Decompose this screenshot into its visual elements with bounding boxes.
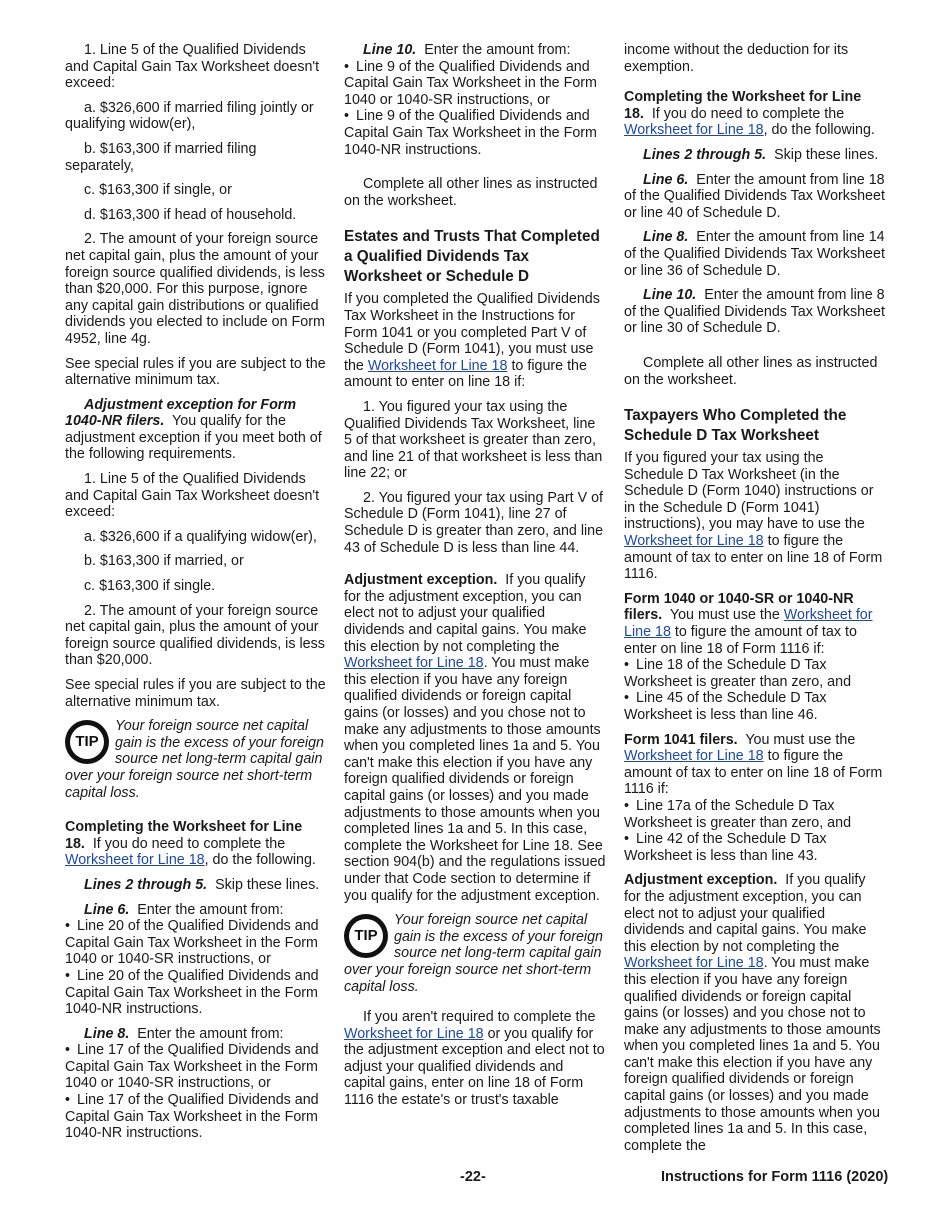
paragraph: Line 8. Enter the amount from: (84, 1025, 284, 1042)
paragraph: See special rules if you are subject to the alternative minimum tax. (65, 355, 326, 389)
bullet-item: • Line 17a of the Schedule D Tax Worksheet is greater than zero, and (624, 797, 852, 831)
section-heading: Taxpayers Who Completed the Schedule D Tax Worksheet (624, 407, 847, 445)
document-title: Instructions for Form 1116 (2020) (661, 1169, 889, 1185)
tip-icon: TIP (65, 720, 109, 764)
paragraph: 2. The amount of your foreign source net capital gain, plus the amount of your foreign source qualified dividends, is less than $20,000. (65, 602, 325, 669)
paragraph: See special rules if you are subject to the alternative minimum tax. (65, 677, 326, 710)
paragraph: c. $163,300 if single. (84, 578, 216, 595)
bullet-item: • Line 20 of the Qualified Dividends and Capital Gain Tax Worksheet in the Form 1040 or 1040-SR instructions, or (65, 918, 319, 968)
bullet-item: • Line 17 of the Qualified Dividends and Capital Gain Tax Worksheet in the Form 1040 or 1040-SR instructions, or (65, 1042, 319, 1092)
worksheet-link[interactable]: Worksheet for Line 18 (344, 655, 484, 672)
bullet-item: • Line 42 of the Schedule D Tax Worksheet is less than line 43. (624, 831, 827, 864)
paragraph (65, 397, 327, 463)
section-heading: Completing the Worksheet for Line 18. If you do need to complete the Worksheet for Line 18, do the following. (65, 819, 316, 869)
paragraph: Line 6. Enter the amount from line 18 of the Qualified Dividends Tax Worksheet or line 40 of Schedule D. (624, 171, 885, 221)
worksheet-link[interactable]: Worksheet for Line 18 (65, 852, 205, 869)
paragraph: 2. You figured your tax using Part V of Schedule D (Form 1041), line 27 of Schedule D is greater than zero, and line 43 of Schedule D is less than line 44. (344, 489, 604, 556)
section-heading: Completing the Worksheet for Line 18. If you do need to complete the Worksheet for Line 18, do the following. (624, 89, 875, 139)
tip-text: Your foreign source net capital gain is the excess of your foreign source net long-term capital gain over your foreign source net short-term capital loss. (65, 718, 325, 801)
bullet-item: • Line 45 of the Schedule D Tax Worksheet is less than line 46. (624, 690, 827, 723)
paragraph: If you aren't required to complete the Worksheet for Line 18 or you qualify for the adjustment exception and elect not to adjust your qualified dividends and capital gains, enter on line 18 of Form 1116 the estate's or trust's taxable (344, 1009, 605, 1109)
worksheet-link[interactable]: Worksheet for Line 18 (367, 357, 508, 374)
paragraph: Form 1040 or 1040-SR or 1040-NR filers. You must use the Worksheet for Line 18 to figure the amount of tax to enter on line 18 of Form 1116 if: (624, 590, 873, 657)
worksheet-link[interactable]: Worksheet for Line 18 (624, 955, 764, 972)
paragraph: b. $163,300 if married filing separately, (65, 140, 257, 174)
run-in-heading: Adjustment exception for Form 1040-NR filers. (65, 396, 297, 430)
paragraph: Adjustment exception. If you qualify for the adjustment exception, you can elect not to adjust your qualified dividends and capital gains. You make this election by not completing the Worksheet for Line 18. You must make this election if you have any foreign qualified dividends or foreign capital gains (or losses) and you chose not to make any adjustments to those amounts when you completed lines 1a and 5. You can't make this election if you have any foreign qualified dividends or foreign capital gains (or losses) and you made adjustments to those amounts when you completed lines 1a and 5. In this case, complete the Worksheet for Line 18. See section 904(b) and the regulations issued under that Code section to determine if you qualify for the adjustment exception. (344, 572, 606, 904)
paragraph: Line 10. Enter the amount from: (363, 42, 571, 58)
bullet-item: • Line 18 of the Schedule D Tax Worksheet is greater than zero, and (624, 657, 852, 690)
paragraph: Complete all other lines as instructed on the worksheet. (344, 176, 598, 209)
worksheet-link[interactable]: Worksheet for Line 18 (624, 533, 764, 550)
page-number: -22- (460, 1169, 486, 1185)
paragraph: b. $163,300 if married, or (84, 553, 244, 570)
paragraph: Form 1041 filers. You must use the Worksheet for Line 18 to figure the amount of tax to enter on line 18 of Form 1116 if: (624, 731, 883, 798)
paragraph: Lines 2 through 5. Skip these lines. (84, 876, 320, 893)
paragraph: Lines 2 through 5. Skip these lines. (643, 146, 879, 163)
worksheet-link[interactable]: Worksheet for Line 18 (344, 1025, 484, 1042)
paragraph-text: You qualify for the adjustment exception if you meet both of the following requirements. (65, 413, 322, 463)
paragraph: 1. Line 5 of the Qualified Dividends and Capital Gain Tax Worksheet doesn't exceed: (65, 42, 320, 92)
paragraph: 2. The amount of your foreign source net capital gain, plus the amount of your foreign source qualified dividends, is less than $20,000. For this purpose, ignore any capital gain distributions or qualified dividends you elected to include on Form 4952, line 4g. (65, 231, 325, 347)
paragraph: Line 10. Enter the amount from line 8 of the Qualified Dividends Tax Worksheet or line 30 of Schedule D. (624, 287, 885, 337)
bullet-item: • Line 17 of the Qualified Dividends and Capital Gain Tax Worksheet in the Form 1040-NR instructions. (65, 1092, 319, 1142)
paragraph: Complete all other lines as instructed on the worksheet. (624, 354, 878, 388)
paragraph: Adjustment exception. If you qualify for the adjustment exception, you can elect not to adjust your qualified dividends and capital gains. You make this election by not completing the Worksheet for Line 18. You must make this election if you have any foreign qualified dividends or foreign capital gains (or losses) and you chose not to make any adjustments to those amounts when you completed lines 1a and 5. You can't make this election if you have any foreign qualified dividends or foreign capital gains (or losses) and you made adjustments to those amounts when you completed lines 1a and 5. In this case, complete the (624, 872, 881, 1154)
paragraph: Line 6. Enter the amount from: (84, 901, 284, 918)
paragraph: 1. You figured your tax using the Qualified Dividends Tax Worksheet, line 5 of that worksheet is greater than zero, and line 21 of that worksheet is less than line 22; or (344, 398, 603, 482)
paragraph: a. $326,600 if a qualifying widow(er), (84, 528, 317, 545)
worksheet-link[interactable]: Worksheet for Line 18 (624, 122, 764, 139)
bullet-item: • Line 20 of the Qualified Dividends and Capital Gain Tax Worksheet in the Form 1040-NR instructions. (65, 967, 319, 1018)
paragraph: income without the deduction for its exemption. (624, 42, 849, 75)
paragraph: d. $163,300 if head of household. (84, 206, 297, 223)
paragraph: Line 8. Enter the amount from line 14 of the Qualified Dividends Tax Worksheet or line 36 of Schedule D. (624, 229, 885, 279)
bullet-item: • Line 9 of the Qualified Dividends and Capital Gain Tax Worksheet in the Form 1040 or 1040-SR instructions, or (344, 58, 597, 108)
column-2 (344, 42, 606, 1117)
bullet-item: • Line 9 of the Qualified Dividends and Capital Gain Tax Worksheet in the Form 1040-NR instructions. (344, 108, 597, 158)
paragraph: a. $326,600 if married filing jointly or qualifying widow(er), (65, 99, 314, 133)
paragraph: c. $163,300 if single, or (84, 182, 232, 199)
worksheet-link[interactable]: Worksheet for Line 18 (624, 607, 873, 641)
worksheet-link[interactable]: Worksheet for Line 18 (624, 748, 764, 765)
paragraph: If you completed the Qualified Dividends Tax Worksheet in the Instructions for Form 1041 or you completed Part V of Schedule D (Form 1041), you must use the Worksheet for Line 18 to figure the amount to enter on line 18 if: (344, 291, 600, 391)
column-1 (65, 42, 327, 1150)
tip-icon: TIP (344, 914, 388, 958)
paragraph: If you figured your tax using the Schedule D Tax Worksheet (in the Schedule D (Form 1040) instructions or in the Schedule D (Form 1041) instructions), you may have to use the Worksheet for Line 18 to figure the amount of tax to enter on line 18 of Form 1116. (624, 450, 883, 583)
section-heading: Estates and Trusts That Completed a Qualified Dividends Tax Worksheet or Schedule D (344, 228, 600, 286)
tip-box (344, 912, 606, 995)
tip-text: Your foreign source net capital gain is the excess of your foreign source net long-term capital gain over your foreign source net short-term capital loss. (344, 912, 604, 995)
tip-box (65, 718, 327, 801)
column-3 (624, 42, 886, 1162)
paragraph: 1. Line 5 of the Qualified Dividends and Capital Gain Tax Worksheet doesn't exceed: (65, 471, 320, 521)
